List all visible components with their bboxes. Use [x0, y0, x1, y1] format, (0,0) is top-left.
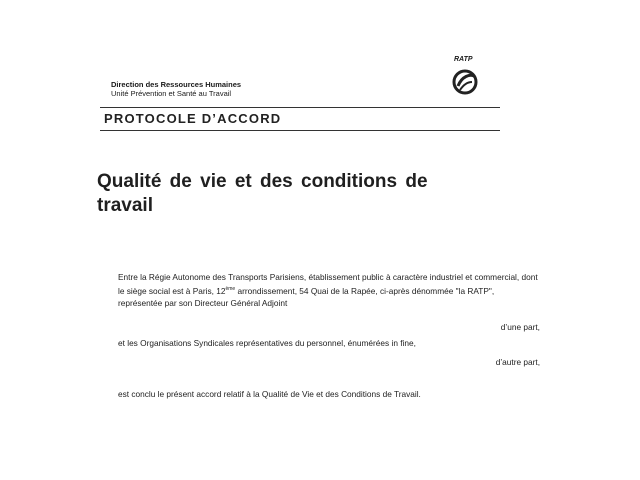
title-rule-bottom [100, 130, 500, 131]
department-name: Direction des Ressources Humaines [111, 80, 242, 89]
first-party-label: d’une part, [500, 322, 540, 332]
superscript-eme: ème [225, 286, 236, 292]
protocol-title: PROTOCOLE D’ACCORD [104, 111, 282, 126]
paragraph-agreement: est conclu le présent accord relatif à la Qualité de Vie et des Conditions de Travail. [118, 389, 421, 399]
ratp-logo-icon [448, 64, 482, 98]
ratp-logo [440, 56, 490, 100]
unit-name: Unité Prévention et Santé au Travail [111, 89, 232, 98]
paragraph-parties-part1: Entre la Régie Autonome des Transports Parisiens, établissement public à caractère industriel et commercial, dont le siège social est à Paris, 12 [118, 272, 538, 296]
logo-text: RATP [454, 56, 473, 63]
paragraph-parties [118, 271, 538, 309]
title-rule-top [100, 107, 500, 108]
paragraph-unions: et les Organisations Syndicales représentatives du personnel, énumérées in fine, [118, 338, 416, 348]
paragraph-parties-part2: arrondissement, 54 Quai de la Rapée, ci-après dénommée "la RATP", représentée par son Directeur Général Adjoint [118, 285, 495, 308]
second-party-label: d’autre part, [495, 357, 540, 367]
document-title: Qualité de vie et des conditions de travail [97, 171, 428, 216]
header-organization [111, 80, 241, 98]
